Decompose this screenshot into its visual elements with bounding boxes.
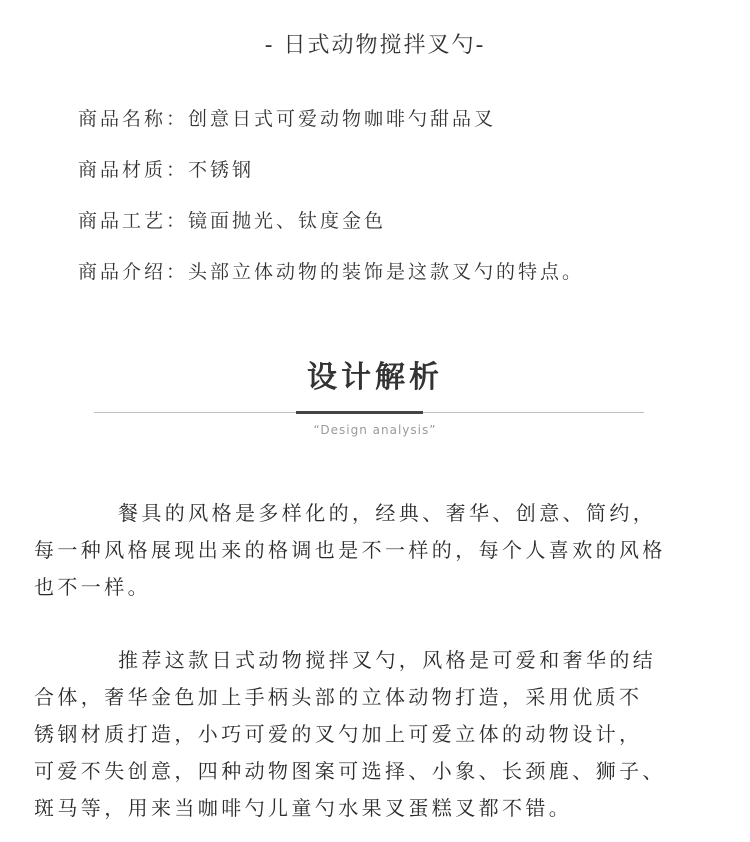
info-value: 头部立体动物的装饰是这款叉勺的特点。 (188, 261, 585, 283)
info-row-name (78, 104, 718, 155)
section-subtitle: “Design analysis” (313, 423, 437, 437)
section-title: 设计解析 (307, 360, 443, 395)
info-label: 商品工艺： (78, 210, 189, 232)
page-title: - 日式动物搅拌叉勺- (264, 33, 486, 58)
paragraph-line: 可爱不失创意，四种动物图案可选择、小象、长颈鹿、狮子、 (34, 759, 666, 783)
paragraph-style (34, 495, 724, 606)
paragraph-line: 推荐这款日式动物搅拌叉勺，风格是可爱和奢华的结 (118, 648, 657, 672)
info-value: 创意日式可爱动物咖啡勺甜品叉 (188, 108, 497, 130)
paragraph-line: 合体，奢华金色加上手柄头部的立体动物打造，采用优质不 (34, 685, 643, 709)
section-divider-accent (296, 411, 423, 414)
info-label: 商品介绍： (78, 261, 189, 283)
info-row-intro (78, 257, 718, 308)
info-row-material (78, 155, 718, 206)
paragraph-line: 锈钢材质打造，小巧可爱的叉勺加上可爱立体的动物设计， (34, 722, 643, 746)
info-label: 商品名称： (78, 108, 189, 130)
info-value: 不锈钢 (188, 159, 255, 181)
paragraph-line: 斑马等，用来当咖啡勺儿童勺水果叉蛋糕叉都不错。 (34, 796, 573, 820)
paragraph-line: 餐具的风格是多样化的，经典、奢华、创意、简约， (118, 501, 657, 525)
paragraph-recommendation (34, 642, 724, 827)
paragraph-line: 也不一样。 (34, 575, 151, 599)
info-row-craft (78, 206, 718, 257)
info-label: 商品材质： (78, 159, 189, 181)
info-value: 镜面抛光、钛度金色 (188, 210, 387, 232)
product-info-list (78, 104, 718, 308)
paragraph-line: 每一种风格展现出来的格调也是不一样的，每个人喜欢的风格 (34, 538, 666, 562)
